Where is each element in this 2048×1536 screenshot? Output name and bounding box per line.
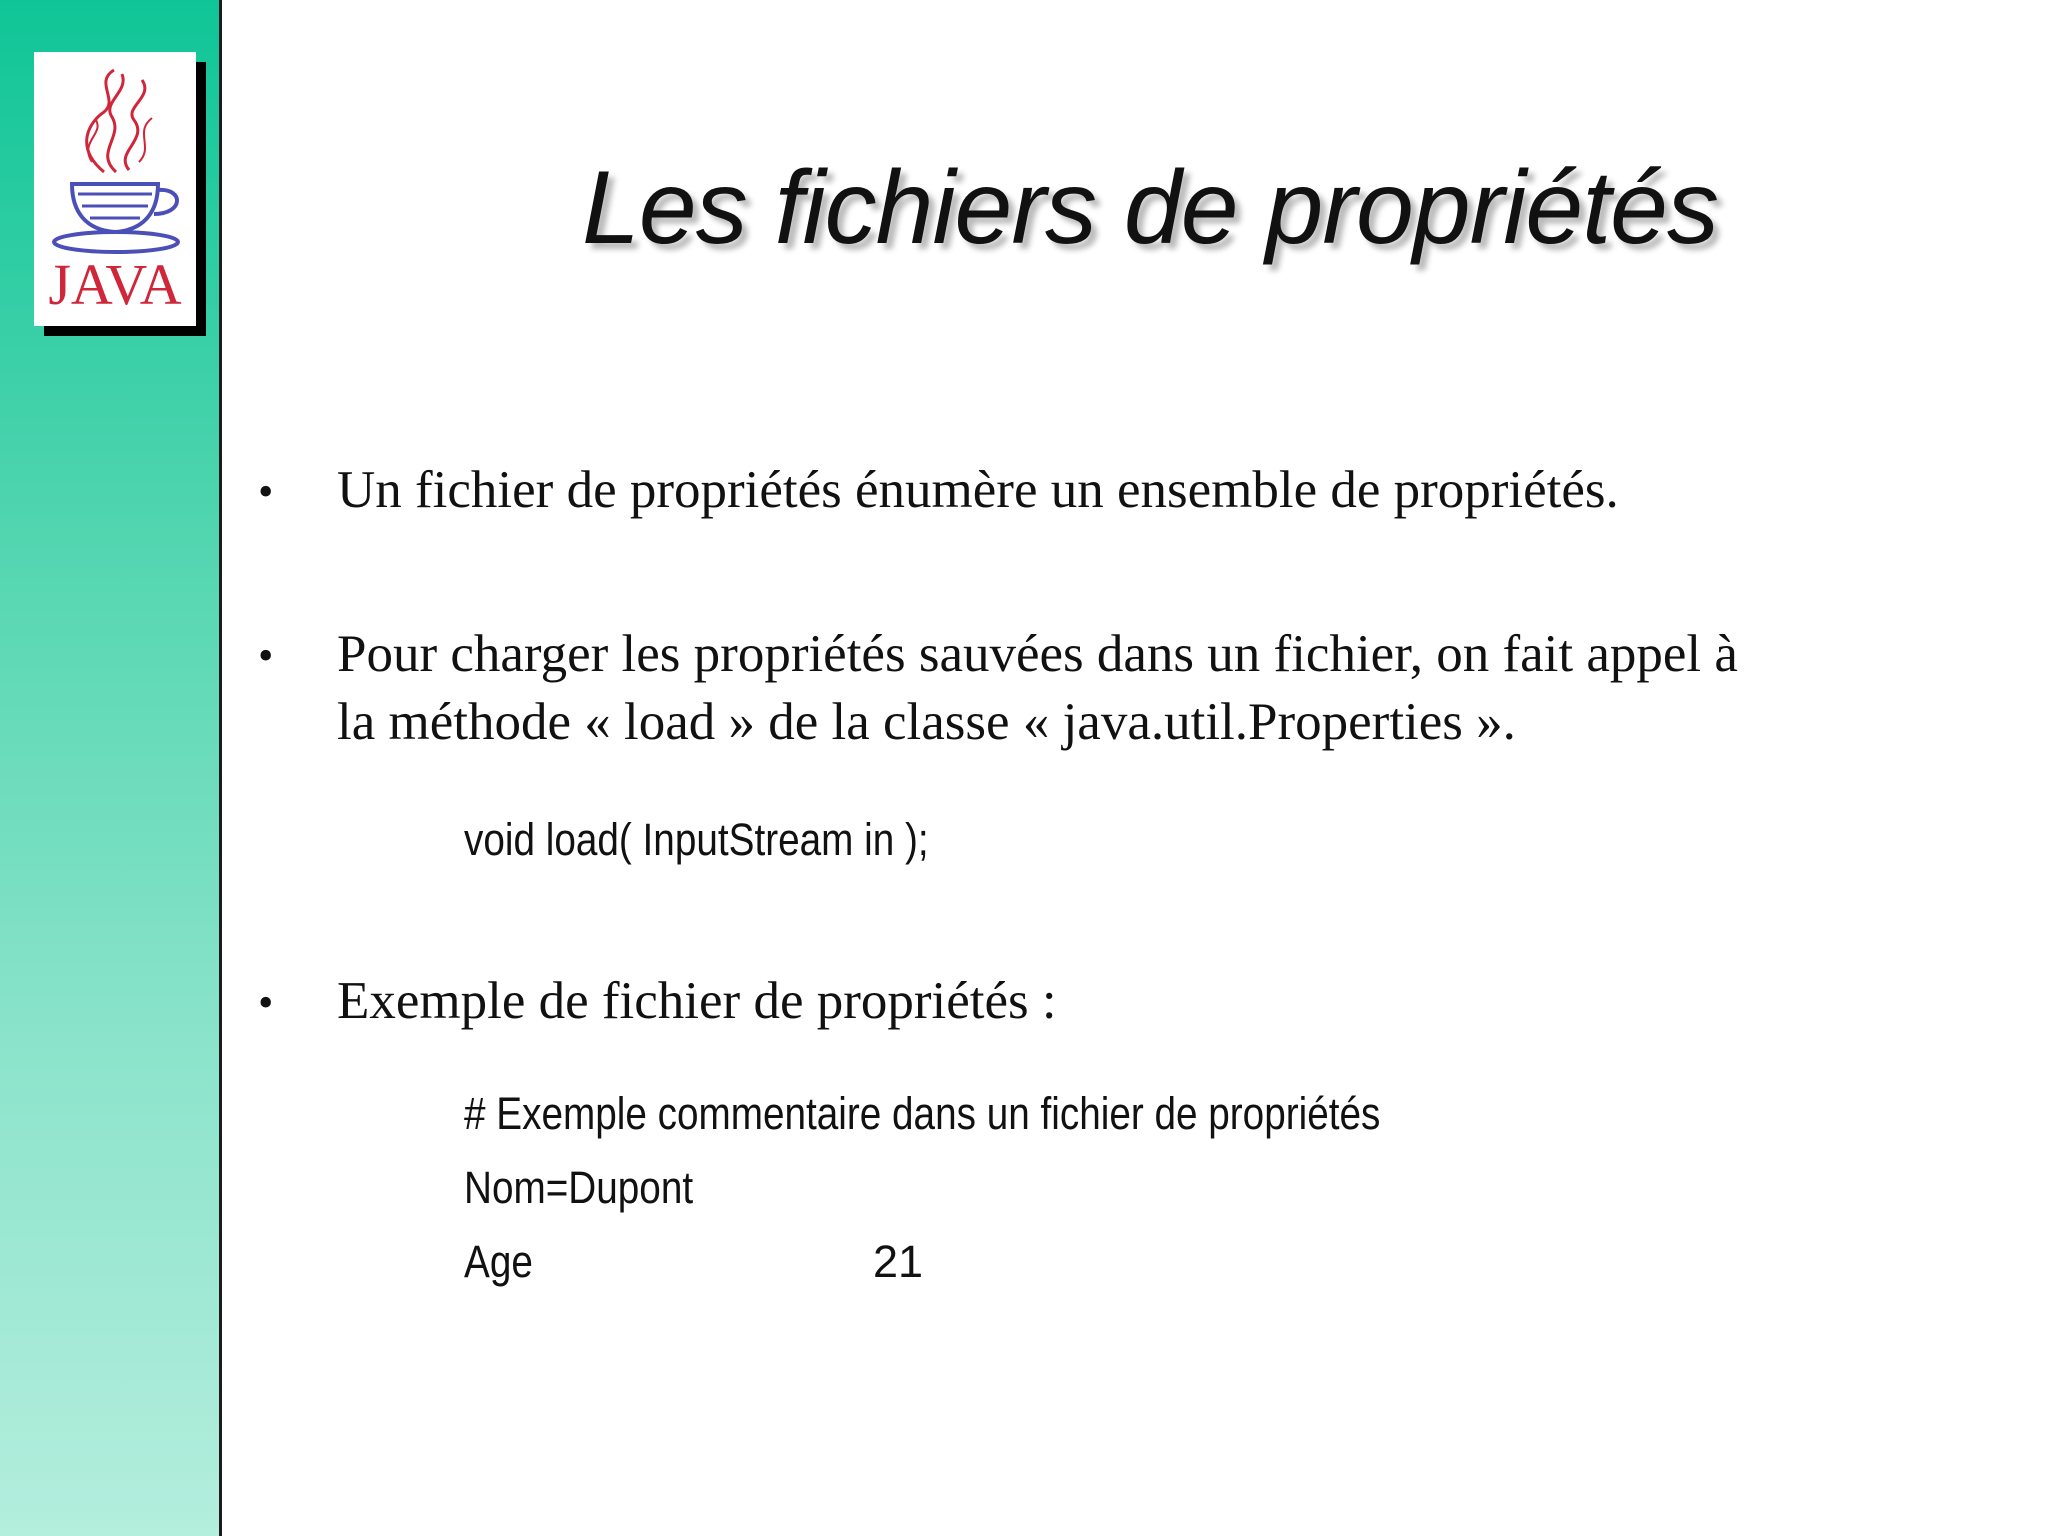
example-age-key: Age [464, 1236, 533, 1287]
code-signature: void load( InputStream in ); [464, 814, 929, 865]
page-title: Les fichiers de propriétés [582, 150, 1718, 266]
example-comment-line: # Exemple commentaire dans un fichier de propriétés [464, 1088, 1381, 1139]
svg-text:JAVA: JAVA [48, 252, 182, 317]
bullet-text-3: Exemple de fichier de propriétés : [337, 972, 1057, 1030]
java-logo [34, 52, 196, 326]
bullet-marker: • [258, 631, 274, 680]
bullet-text-2-line-1: Pour charger les propriétés sauvées dans un fichier, on fait appel à [337, 625, 1738, 683]
bullet-text-2-line-2: la méthode « load » de la classe « java.util.Properties ». [337, 693, 1516, 751]
example-age-value: 21 [873, 1236, 924, 1287]
bullet-text-1: Un fichier de propriétés énumère un ensemble de propriétés. [337, 461, 1619, 519]
example-nom-line: Nom=Dupont [464, 1162, 694, 1213]
java-coffee-cup-logo-icon [34, 52, 196, 326]
bullet-marker: • [258, 467, 274, 516]
bullet-marker: • [258, 978, 274, 1027]
